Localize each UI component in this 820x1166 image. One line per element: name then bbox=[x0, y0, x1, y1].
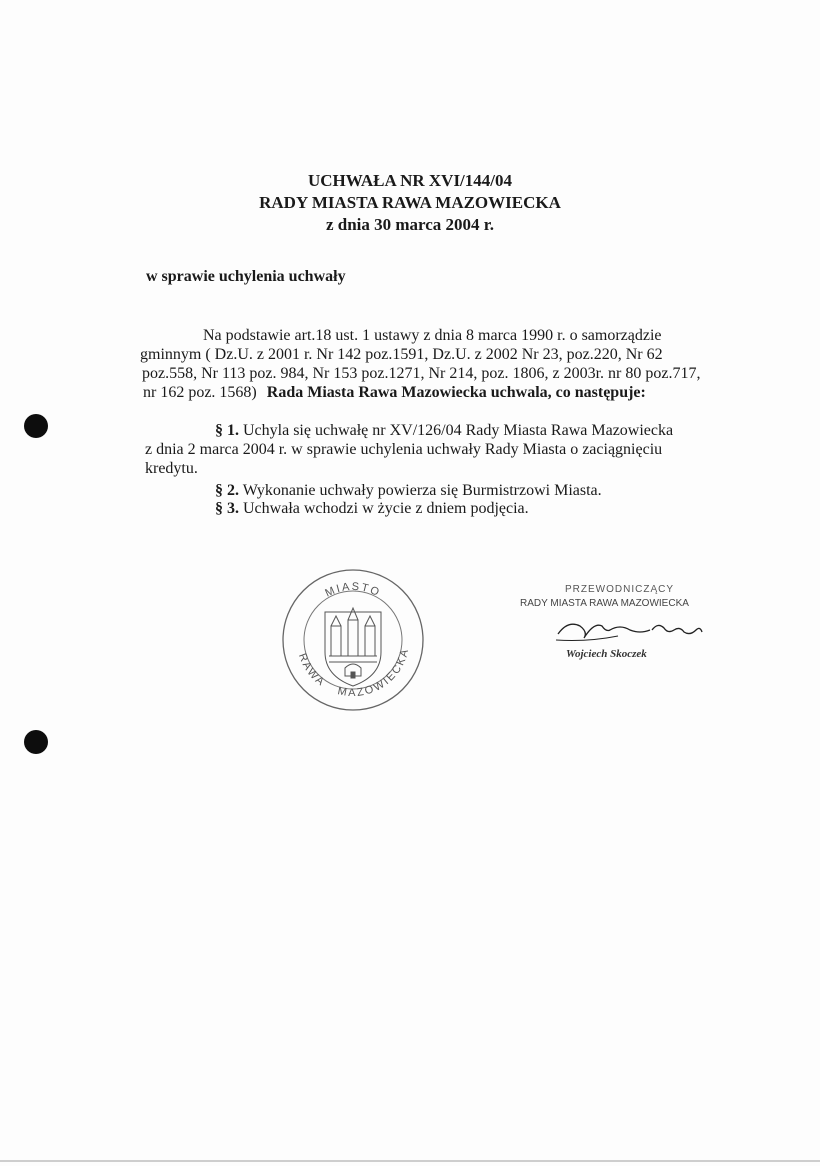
seal-top-text: MIASTO bbox=[323, 580, 383, 600]
preamble-line-4 bbox=[143, 383, 646, 402]
title-line-number: UCHWAŁA NR XVI/144/04 bbox=[307, 171, 513, 190]
preamble-enactment: Rada Miasta Rawa Mazowiecka uchwala, co następuje: bbox=[266, 384, 646, 401]
section-3-text: Uchwała wchodzi w życie z dniem podjęcia. bbox=[243, 500, 529, 517]
section-3-mark: § 3. bbox=[215, 500, 239, 517]
section-1-text: Uchyla się uchwałę nr XV/126/04 Rady Miasta Rawa Mazowiecka bbox=[243, 422, 674, 439]
resolution-subject: w sprawie uchylenia uchwały bbox=[146, 268, 346, 285]
section-1-line-3: kredytu. bbox=[145, 460, 198, 477]
preamble-line-2: gminnym ( Dz.U. z 2001 r. Nr 142 poz.1591, Dz.U. z 2002 Nr 23, poz.220, Nr 62 bbox=[140, 346, 663, 363]
section-2-mark: § 2. bbox=[215, 482, 239, 499]
handwritten-signature bbox=[548, 612, 738, 648]
punch-hole-top bbox=[24, 414, 48, 438]
section-1-mark: § 1. bbox=[215, 422, 239, 439]
signatory-name: Wojciech Skoczek bbox=[566, 648, 647, 660]
section-2-text: Wykonanie uchwały powierza się Burmistrzowi Miasta. bbox=[242, 482, 602, 499]
section-2 bbox=[215, 481, 602, 500]
signature-title: PRZEWODNICZĄCY bbox=[565, 584, 674, 595]
title-line-council: RADY MIASTA RAWA MAZOWIECKA bbox=[259, 193, 561, 212]
seal-bottom-text: MAZOWIECKA bbox=[336, 646, 412, 700]
section-1-line-1 bbox=[215, 421, 673, 440]
preamble-citation: nr 162 poz. 1568) bbox=[143, 384, 257, 401]
section-3 bbox=[215, 499, 529, 518]
coat-of-arms-icon bbox=[325, 608, 381, 686]
punch-hole-bottom bbox=[24, 730, 48, 754]
title-line-date: z dnia 30 marca 2004 r. bbox=[325, 215, 495, 234]
signature-council: RADY MIASTA RAWA MAZOWIECKA bbox=[520, 598, 689, 609]
svg-text:RAWA bbox=[296, 652, 328, 690]
preamble-line-1: Na podstawie art.18 ust. 1 ustawy z dnia 8 marca 1990 r. o samorządzie bbox=[203, 327, 662, 344]
section-1-line-2: z dnia 2 marca 2004 r. w sprawie uchylenia uchwały Rady Miasta o zaciągnięciu bbox=[145, 441, 663, 458]
city-seal bbox=[281, 568, 425, 712]
resolution-title bbox=[0, 170, 820, 236]
seal-left-text: RAWA bbox=[295, 651, 328, 690]
preamble-line-3: poz.558, Nr 113 poz. 984, Nr 153 poz.1271, Nr 214, poz. 1806, z 2003r. nr 80 poz.717, bbox=[142, 365, 701, 382]
scan-edge bbox=[0, 1160, 820, 1162]
svg-text:MIASTO bbox=[323, 581, 382, 600]
